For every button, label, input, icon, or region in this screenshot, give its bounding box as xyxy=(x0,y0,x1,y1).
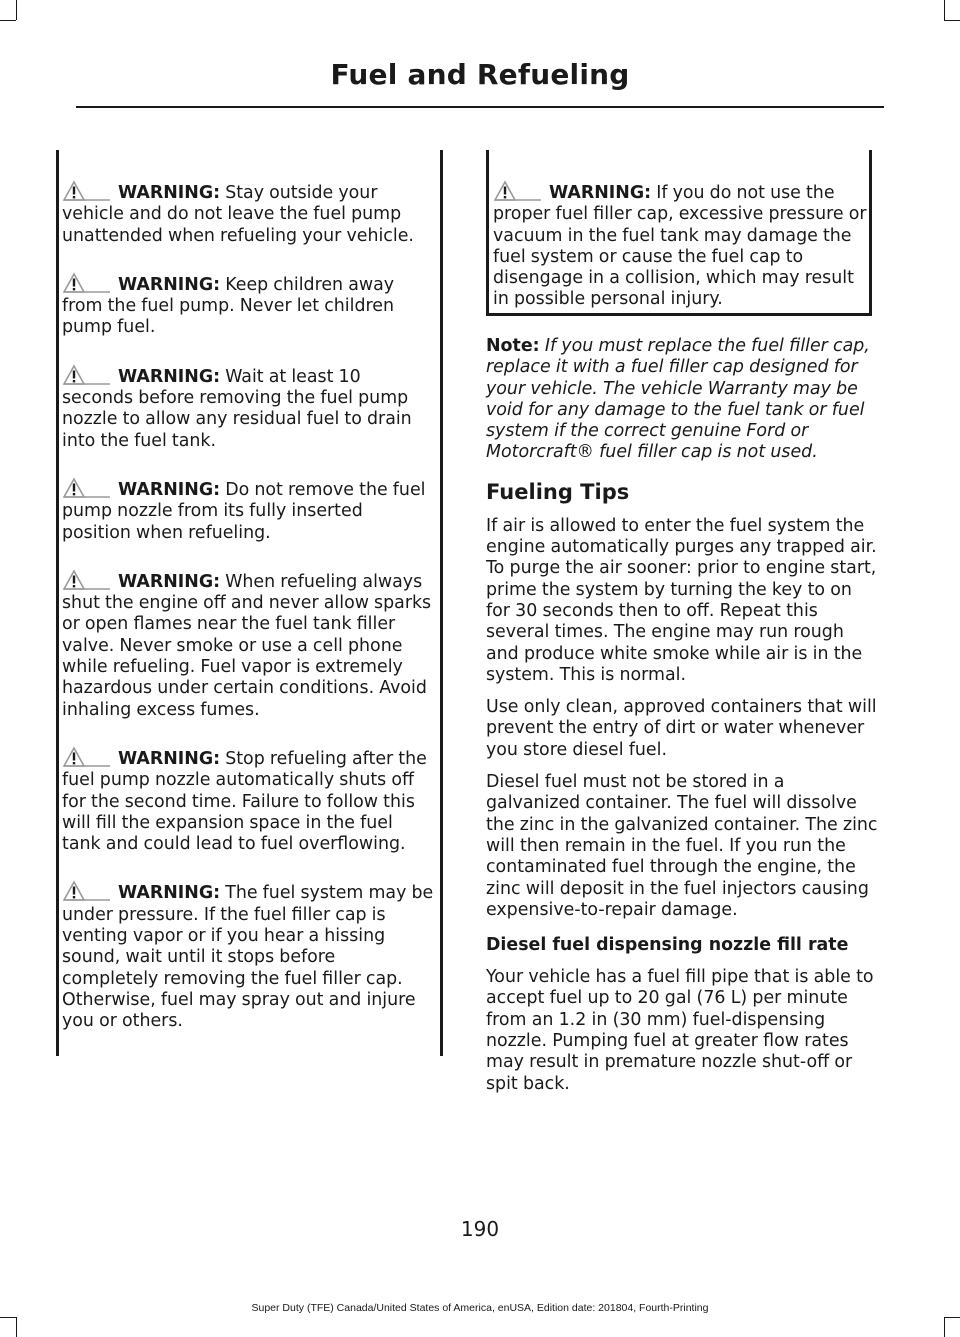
warning-text: Stay outside your vehicle and do not leave the fuel pump unattended when refueling your vehicle. xyxy=(62,183,414,246)
warning-label: WARNING: xyxy=(118,274,221,295)
crop-mark-bottom-left xyxy=(16,1317,17,1337)
warning-text: Stop refueling after the fuel pump nozzle automatically shuts off for the second time. Failure to follow this will fill the expansion space in the fuel tank and could lead to fuel overflowing. xyxy=(62,748,427,855)
warning-block-right-border xyxy=(440,150,443,1056)
warning-item xyxy=(62,180,436,247)
warning-label: WARNING: xyxy=(118,748,221,769)
warning-label: WARNING: xyxy=(118,571,221,592)
warning-triangle-icon xyxy=(62,880,112,902)
fueling-tips-paragraph: If air is allowed to enter the fuel system the engine automatically purges any trapped air. To purge the air sooner: prior to engine start, prime the system by turning the key to on for 30 seconds then to off. Repeat this several times. The engine may run rough and produce white smoke while air is in the system. This is normal. xyxy=(486,515,877,685)
nozzle-rate-heading: Diesel fuel dispensing nozzle fill rate xyxy=(486,935,849,956)
warning-label: WARNING: xyxy=(549,183,652,203)
warning-item xyxy=(62,746,436,855)
warning-item xyxy=(62,880,436,1032)
warning-label: WARNING: xyxy=(118,366,221,387)
warning-item xyxy=(62,477,436,544)
note-label: Note: xyxy=(486,336,540,356)
warning-item xyxy=(62,364,436,452)
crop-mark-top-left xyxy=(16,0,17,20)
fueling-tips-paragraph: Diesel fuel must not be stored in a galvanized container. The fuel will dissolve the zinc in the galvanized container. The zinc will then remain in the fuel. If you run the contaminated fuel through the engine, the zinc will deposit in the fuel injectors causing expensive-to-repair damage. xyxy=(486,772,878,920)
warning-label: WARNING: xyxy=(118,883,221,904)
warning-triangle-icon xyxy=(62,180,112,202)
left-warnings-column xyxy=(62,150,436,1058)
warning-triangle-icon xyxy=(493,180,543,202)
warning-label: WARNING: xyxy=(118,183,221,203)
note-paragraph xyxy=(486,336,880,464)
fueling-tips-heading: Fueling Tips xyxy=(486,479,630,504)
crop-mark-bottom-left xyxy=(0,1317,16,1318)
warning-triangle-icon xyxy=(62,272,112,294)
crop-mark-bottom-right xyxy=(944,1317,945,1337)
footer-edition-info: Super Duty (TFE) Canada/United States of America, enUSA, Edition date: 201804, Fourth-Printing xyxy=(251,1302,709,1314)
warning-label: WARNING: xyxy=(118,479,221,500)
crop-mark-top-right xyxy=(944,20,960,21)
warning-text: If you do not use the proper fuel filler cap, excessive pressure or vacuum in the fuel tank may damage the fuel system or cause the fuel cap to disengage in a collision, which may result in possible personal injury. xyxy=(493,183,867,310)
title-rule xyxy=(76,106,884,108)
crop-mark-top-left xyxy=(0,20,16,21)
warning-triangle-icon xyxy=(62,477,112,499)
crop-mark-bottom-right xyxy=(944,1317,960,1318)
right-column-content xyxy=(486,336,880,1106)
page-number: 190 xyxy=(460,1217,500,1241)
warning-text: Do not remove the fuel pump nozzle from its fully inserted position when refueling. xyxy=(62,479,426,543)
warning-fuel-filler-cap xyxy=(493,180,869,311)
warning-text: When refueling always shut the engine off and never allow sparks or open flames near the fuel tank filler valve. Never smoke or use a cell phone while refueling. Fuel vapor is extremely hazardous under certain conditions. Avoid inhaling excess fumes. xyxy=(62,571,432,720)
crop-mark-top-right xyxy=(944,0,945,20)
warning-item xyxy=(62,569,436,721)
nozzle-rate-paragraph: Your vehicle has a fuel fill pipe that is able to accept fuel up to 20 gal (76 L) per minute from an 1.2 in (30 mm) fuel-dispensing nozzle. Pumping fuel at greater flow rates may result in premature nozzle shut-off or spit back. xyxy=(486,967,874,1094)
warning-triangle-icon xyxy=(62,364,112,386)
warning-block-left-border xyxy=(56,150,59,1056)
warning-text: The fuel system may be under pressure. If the fuel filler cap is venting vapor or if you hear a hissing sound, wait until it stops before completely removing the fuel filler cap. Otherwise, fuel may spray out and injure you or others. xyxy=(62,883,434,1032)
warning-item xyxy=(62,272,436,339)
fueling-tips-paragraph: Use only clean, approved containers that will prevent the entry of dirt or water whenever you store diesel fuel. xyxy=(486,697,877,760)
warning-text: Keep children away from the fuel pump. Never let children pump fuel. xyxy=(62,274,395,338)
note-text: If you must replace the fuel filler cap, replace it with a fuel filler cap designed for your vehicle. The vehicle Warranty may be void for any damage to the fuel tank or fuel system if the correct genuine Ford or Motorcraft® fuel filler cap is not used. xyxy=(486,336,870,463)
warning-triangle-icon xyxy=(62,569,112,591)
page-title: Fuel and Refueling xyxy=(330,58,630,91)
right-warning-box xyxy=(486,150,872,316)
warning-triangle-icon xyxy=(62,746,112,768)
warning-text: Wait at least 10 seconds before removing the fuel pump nozzle to allow any residual fuel to drain into the fuel tank. xyxy=(62,366,412,451)
